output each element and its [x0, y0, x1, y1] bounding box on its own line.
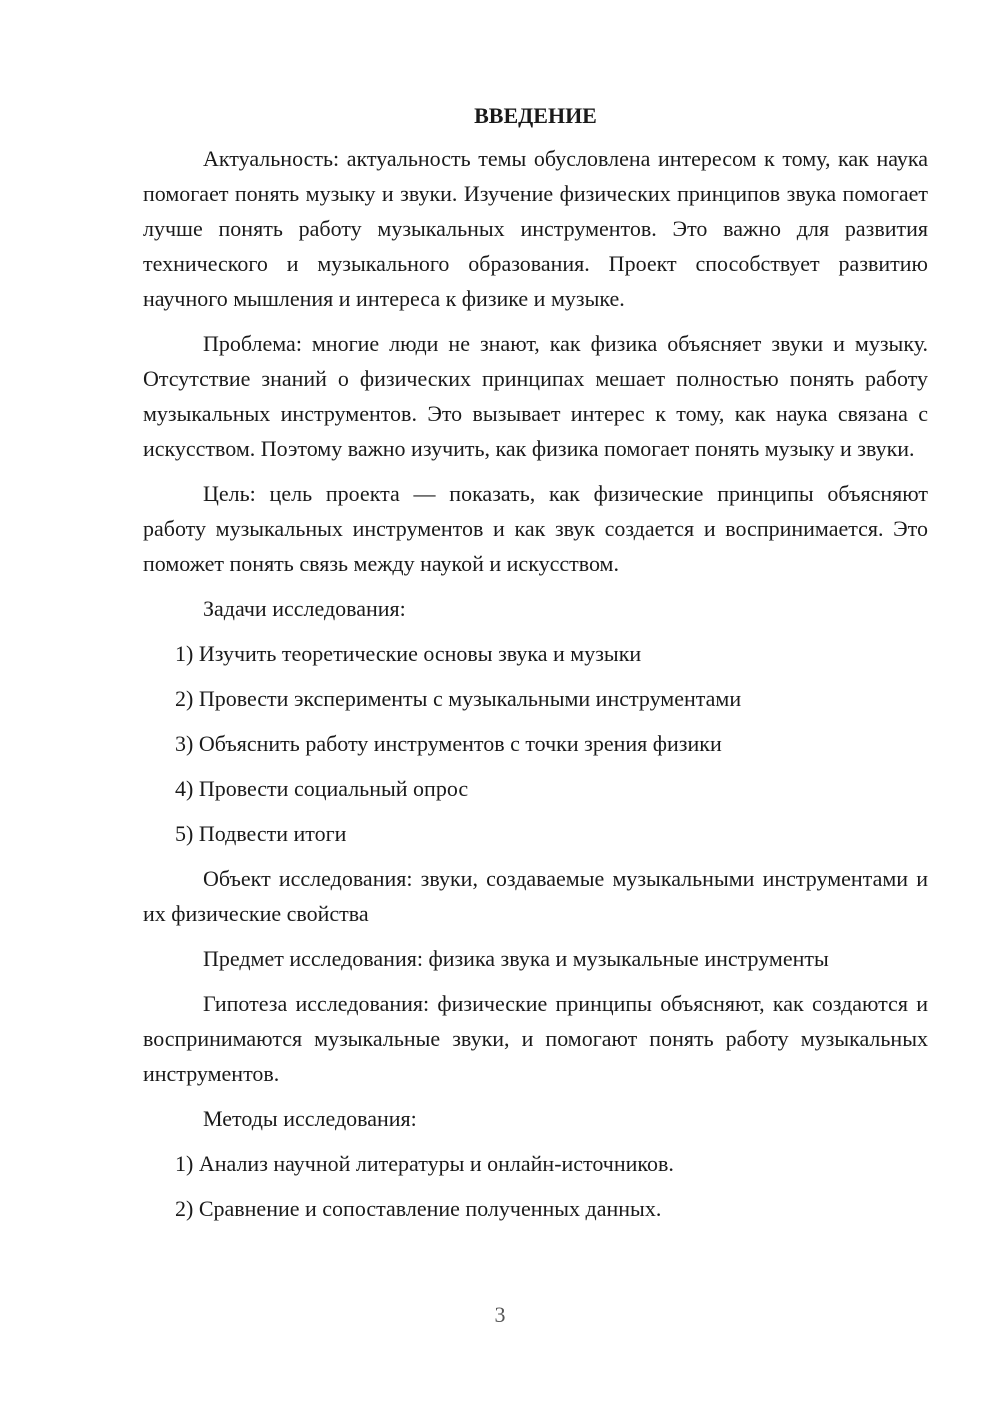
method-item: 2) Сравнение и сопоставление полученных данных.	[175, 1196, 662, 1221]
goal-paragraph: Цель: цель проекта — показать, как физические принципы объясняют работу музыкальных инструментов и как звук создается и воспринимается. Это поможет понять связь между наукой и искусством.	[143, 481, 928, 576]
methods-label: Методы исследования:	[203, 1106, 417, 1131]
hypothesis-paragraph: Гипотеза исследования: физические принципы объясняют, как создаются и воспринимаются музыкальные звуки, и помогают понять работу музыкальных инструментов.	[143, 991, 928, 1086]
tasks-list	[143, 636, 928, 851]
task-item: 4) Провести социальный опрос	[175, 776, 469, 801]
task-item: 5) Подвести итоги	[175, 821, 347, 846]
subject-paragraph: Предмет исследования: физика звука и музыкальные инструменты	[203, 946, 829, 971]
tasks-label: Задачи исследования:	[203, 596, 406, 621]
task-item: 2) Провести эксперименты с музыкальными инструментами	[175, 686, 742, 711]
task-item: 1) Изучить теоретические основы звука и музыки	[175, 641, 642, 666]
problem-paragraph: Проблема: многие люди не знают, как физика объясняет звуки и музыку. Отсутствие знаний о физических принципах мешает полностью понять работу музыкальных инструментов. Это вызывает интерес к тому, как наука связана с искусством. Поэтому важно изучить, как физика помогает понять музыку и звуки.	[143, 331, 928, 461]
method-item: 1) Анализ научной литературы и онлайн-источников.	[175, 1151, 674, 1176]
task-item: 3) Объяснить работу инструментов с точки зрения физики	[175, 731, 722, 756]
relevance-paragraph: Актуальность: актуальность темы обусловлена интересом к тому, как наука помогает понять музыку и звуки. Изучение физических принципов звука помогает лучше понять работу музыкальных инструментов. Это важно для развития технического и музыкального образования. Проект способствует развитию научного мышления и интереса к физике и музыке.	[143, 146, 928, 311]
page-number: 3	[494, 1302, 506, 1327]
page-title: ВВЕДЕНИЕ	[474, 103, 597, 128]
object-paragraph: Объект исследования: звуки, создаваемые музыкальными инструментами и их физические свойства	[143, 866, 928, 926]
methods-list	[143, 1146, 928, 1226]
